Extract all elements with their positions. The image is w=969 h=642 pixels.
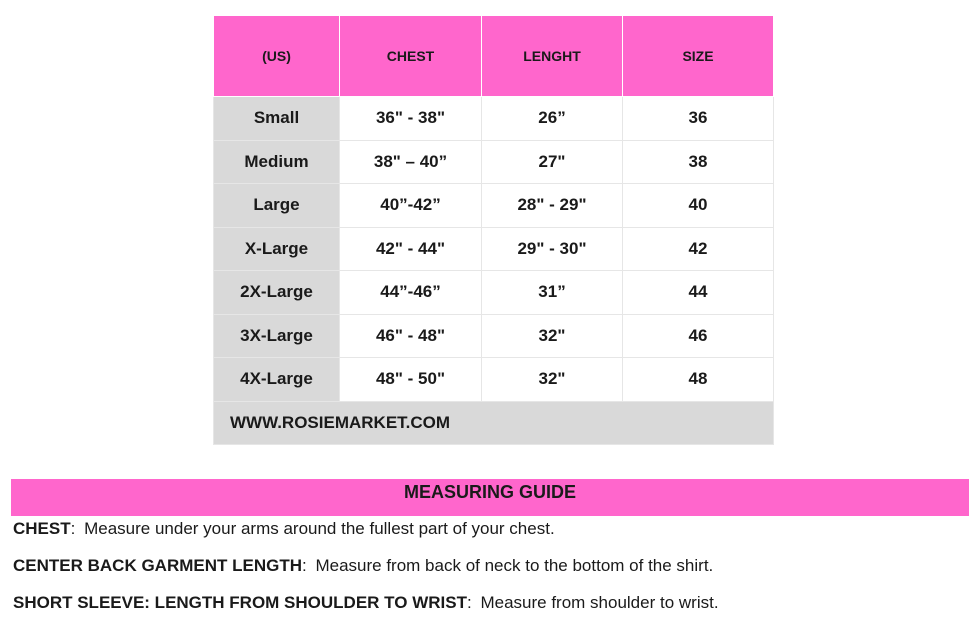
guide-term: CHEST — [13, 519, 71, 538]
chest-cell: 44”-46” — [340, 271, 482, 315]
guide-desc: Measure from back of neck to the bottom of the shirt. — [315, 556, 714, 575]
footer-row — [214, 401, 774, 444]
guide-desc: Measure under your arms around the fullest part of your chest. — [84, 519, 555, 538]
guide-item-sleeve: SHORT SLEEVE: LENGTH FROM SHOULDER TO WRIST: Measure from shoulder to wrist. — [13, 593, 719, 612]
size-number-cell: 48 — [623, 358, 774, 402]
header-size: SIZE — [623, 16, 774, 97]
table-row — [214, 184, 774, 228]
header-chest: CHEST — [340, 16, 482, 97]
size-name-cell: Small — [214, 97, 340, 141]
length-cell: 27" — [482, 140, 623, 184]
table-row — [214, 314, 774, 358]
size-name-cell: Large — [214, 184, 340, 228]
size-name-cell: 2X-Large — [214, 271, 340, 315]
size-number-cell: 42 — [623, 227, 774, 271]
size-name-cell: X-Large — [214, 227, 340, 271]
header-us: (US) — [214, 16, 340, 97]
chest-cell: 42" - 44" — [340, 227, 482, 271]
length-cell: 32" — [482, 358, 623, 402]
header-length: LENGHT — [482, 16, 623, 97]
length-cell: 29" - 30" — [482, 227, 623, 271]
size-number-cell: 36 — [623, 97, 774, 141]
table-row — [214, 140, 774, 184]
header-row — [214, 16, 774, 97]
measuring-guide-title: MEASURING GUIDE — [11, 479, 969, 516]
website-footer: WWW.ROSIEMARKET.COM — [214, 401, 774, 444]
chest-cell: 40”-42” — [340, 184, 482, 228]
table-row — [214, 271, 774, 315]
guide-item-chest: CHEST: Measure under your arms around the fullest part of your chest. — [13, 519, 555, 538]
guide-desc: Measure from shoulder to wrist. — [480, 593, 719, 612]
table-row — [214, 227, 774, 271]
size-chart-table — [213, 15, 774, 445]
size-number-cell: 46 — [623, 314, 774, 358]
size-name-cell: 3X-Large — [214, 314, 340, 358]
length-cell: 32" — [482, 314, 623, 358]
size-number-cell: 38 — [623, 140, 774, 184]
length-cell: 28" - 29" — [482, 184, 623, 228]
table-row — [214, 358, 774, 402]
guide-term: CENTER BACK GARMENT LENGTH — [13, 556, 302, 575]
length-cell: 31” — [482, 271, 623, 315]
guide-term: SHORT SLEEVE: LENGTH FROM SHOULDER TO WRIST — [13, 593, 467, 612]
chest-cell: 36" - 38" — [340, 97, 482, 141]
size-number-cell: 40 — [623, 184, 774, 228]
chest-cell: 48" - 50" — [340, 358, 482, 402]
length-cell: 26” — [482, 97, 623, 141]
chest-cell: 46" - 48" — [340, 314, 482, 358]
table-row — [214, 97, 774, 141]
chest-cell: 38" – 40” — [340, 140, 482, 184]
size-name-cell: Medium — [214, 140, 340, 184]
size-name-cell: 4X-Large — [214, 358, 340, 402]
guide-item-length: CENTER BACK GARMENT LENGTH: Measure from back of neck to the bottom of the shirt. — [13, 556, 714, 575]
size-number-cell: 44 — [623, 271, 774, 315]
